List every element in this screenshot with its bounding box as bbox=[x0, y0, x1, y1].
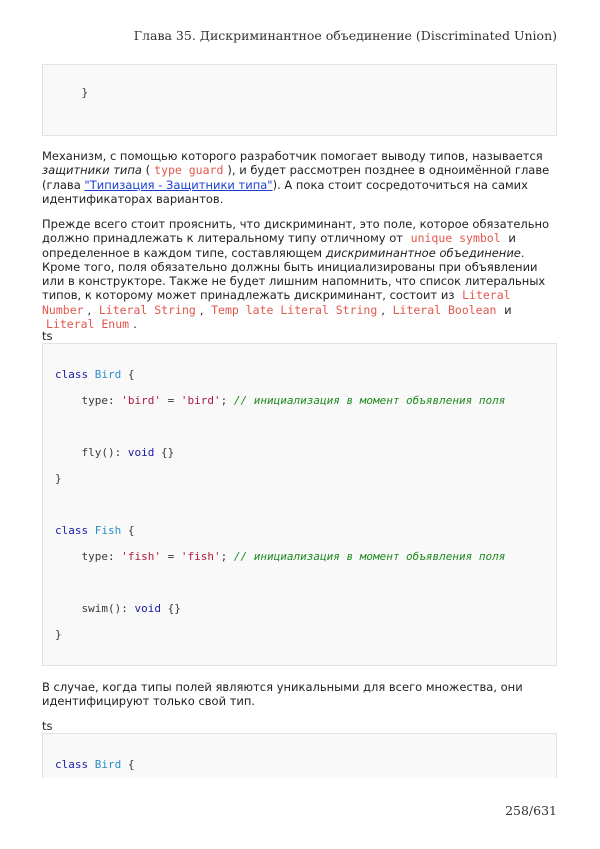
code-token: {} bbox=[154, 446, 175, 459]
code-keyword: class bbox=[55, 758, 89, 771]
inline-code: Literal String bbox=[98, 302, 196, 317]
text: , bbox=[381, 302, 385, 317]
emphasis: защитники типа bbox=[42, 163, 142, 178]
code-block-top bbox=[42, 64, 557, 136]
code-class-name: Bird bbox=[94, 758, 122, 771]
code-keyword: void bbox=[127, 446, 155, 459]
code-token: type: bbox=[81, 394, 122, 407]
code-language-label: ts bbox=[42, 719, 53, 733]
inline-code: unique symbol bbox=[410, 231, 501, 246]
code-token: = bbox=[161, 394, 181, 407]
text: . Кроме того, поля обязательно должны быть инициализированы при объявлении или в конструкторе. Также не будет лишним напомнить, что список литеральных типов, к которому может принадлежать дискриминант, состоит из bbox=[42, 245, 546, 303]
code-comment: // инициализация в момент объявления поля bbox=[233, 394, 506, 407]
text: и bbox=[504, 302, 512, 317]
text: . bbox=[133, 317, 137, 332]
code-line bbox=[55, 420, 544, 433]
code-line bbox=[55, 472, 544, 485]
code-language-label: ts bbox=[42, 329, 53, 343]
code-token: } bbox=[55, 628, 62, 641]
code-string: 'fish' bbox=[180, 550, 221, 563]
inline-code: Literal Boolean bbox=[392, 302, 497, 317]
code-line bbox=[55, 550, 544, 563]
text: ), и будет рассмотрен позднее в одноимённой главе (глава bbox=[42, 163, 550, 192]
code-line bbox=[55, 112, 544, 125]
code-keyword: void bbox=[134, 602, 161, 615]
code-token: type: bbox=[81, 550, 122, 563]
paragraph-discriminant bbox=[42, 217, 562, 331]
inline-code: type guard bbox=[154, 163, 224, 178]
code-line bbox=[55, 368, 544, 381]
code-token: { bbox=[121, 524, 135, 537]
code-string: 'bird' bbox=[180, 394, 221, 407]
code-comment: // инициализация в момент объявления поля bbox=[233, 550, 506, 563]
text: ( bbox=[141, 163, 151, 178]
text: Прежде всего стоит прояснить, что дискриминант, это поле, которое обязательно должно принадлежать к литеральному типу отличному от bbox=[42, 217, 550, 246]
code-line bbox=[55, 524, 544, 537]
code-class-name: Bird bbox=[94, 368, 122, 381]
type-guards-link[interactable]: "Типизация - Защитники типа" bbox=[84, 177, 273, 192]
code-token: } bbox=[81, 86, 89, 99]
code-line bbox=[55, 576, 544, 589]
code-string: 'bird' bbox=[121, 394, 161, 407]
code-string: 'fish' bbox=[121, 550, 161, 563]
text: и определенное в каждом типе, составляющем bbox=[42, 231, 516, 260]
text: , bbox=[87, 302, 92, 317]
paragraph-type-guards bbox=[42, 149, 562, 206]
inline-code: Temp late Literal String bbox=[211, 302, 378, 317]
code-token: } bbox=[55, 472, 62, 485]
emphasis: дискриминантное объединение bbox=[325, 245, 521, 260]
code-token: = bbox=[161, 550, 181, 563]
code-token: ; bbox=[220, 394, 228, 407]
code-token: { bbox=[121, 758, 135, 771]
code-line bbox=[55, 758, 544, 771]
inline-code: Literal Number bbox=[42, 288, 511, 317]
text: ). А пока стоит сосредоточиться на самих идентификаторах вариантов. bbox=[42, 177, 528, 206]
paragraph-unique-types bbox=[42, 680, 562, 709]
code-class-name: Fish bbox=[94, 524, 122, 537]
page-number: 258/631 bbox=[505, 803, 557, 818]
code-token: ; bbox=[220, 550, 228, 563]
code-line bbox=[55, 446, 544, 459]
code-token: {} bbox=[160, 602, 181, 615]
code-line bbox=[55, 628, 544, 641]
text: Механизм, с помощью которого разработчик помогает выводу типов, называется bbox=[42, 149, 543, 163]
text: , bbox=[199, 302, 204, 317]
code-keyword: class bbox=[55, 524, 89, 537]
code-keyword: class bbox=[55, 368, 89, 381]
code-block-classes bbox=[42, 343, 557, 666]
code-token: fly(): bbox=[81, 446, 128, 459]
chapter-header: Глава 35. Дискриминантное объединение (Discriminated Union) bbox=[133, 28, 557, 43]
code-line bbox=[55, 654, 544, 666]
code-block-bottom bbox=[42, 733, 557, 778]
code-token: { bbox=[121, 368, 135, 381]
code-line bbox=[55, 498, 544, 511]
code-line bbox=[55, 394, 544, 407]
code-line bbox=[55, 86, 544, 99]
text: В случае, когда типы полей являются уникальными для всего множества, они идентифицируют только свой тип. bbox=[42, 680, 523, 709]
code-token: swim(): bbox=[81, 602, 135, 615]
inline-code: Literal Enum bbox=[46, 317, 130, 332]
code-line bbox=[55, 602, 544, 615]
